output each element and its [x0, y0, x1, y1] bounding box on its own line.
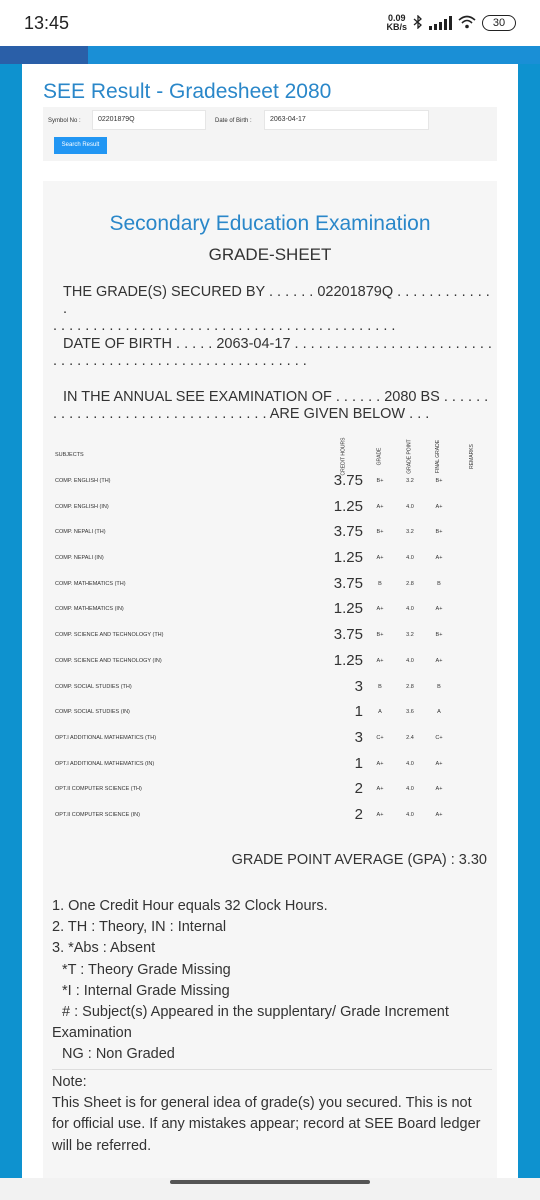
divider [52, 1069, 492, 1070]
table-row: COMP. MATHEMATICS (IN) 1.25 A+ 4.0 A+ [55, 600, 443, 618]
home-indicator[interactable] [170, 1180, 370, 1184]
col-remarks: REMARKS [468, 443, 475, 469]
table-row: COMP. ENGLISH (IN) 1.25 A+ 4.0 A+ [55, 497, 443, 515]
note-line: *I : Internal Grade Missing [62, 982, 230, 999]
table-row: OPT.II COMPUTER SCIENCE (TH) 2 A+ 4.0 A+ [55, 780, 443, 798]
browser-top-bar [0, 46, 540, 64]
grade-table-body [43, 469, 497, 829]
page-title: SEE Result - Gradesheet 2080 [43, 80, 332, 103]
status-time: 13:45 [24, 12, 70, 33]
symbol-label: Symbol No : [48, 118, 81, 124]
dob-line: DATE OF BIRTH . . . . . 2063-04-17 . . . . . . . . . . . . . . . . . . . . . . . . . . . . . . . . . . . . . . . . . . . . . . . . . . . . . . . . . [53, 336, 492, 369]
table-row: COMP. ENGLISH (TH) 3.75 B+ 3.2 B+ [55, 472, 443, 489]
search-form [43, 107, 497, 161]
table-row: OPT.I ADDITIONAL MATHEMATICS (IN) 1 A+ 4.0 A+ [55, 754, 443, 772]
note-line: # : Subject(s) Appeared in the supplentary/ Grade Increment [62, 1004, 449, 1021]
col-credit-hours: CREDIT HOURS [340, 437, 347, 475]
note-line: 2. TH : Theory, IN : Internal [52, 919, 227, 936]
table-row: COMP. MATHEMATICS (TH) 3.75 B 2.8 B [55, 574, 441, 592]
col-subjects: SUBJECTS [55, 452, 84, 458]
table-row: OPT.II COMPUTER SCIENCE (IN) 2 A+ 4.0 A+ [55, 805, 443, 823]
exam-line: IN THE ANNUAL SEE EXAMINATION OF . . . . . . 2080 BS . . . . . . . . . . . . . . . . . . . . . . . . . . . . . . . . . ARE GIVEN BELOW . . . [53, 389, 489, 422]
note-line: *T : Theory Grade Missing [62, 961, 231, 978]
note-text: This Sheet is for general idea of grade(s) you secured. This is not for official use. If any mistakes appear; record at SEE Board ledger will be referred. [52, 1095, 481, 1154]
table-row: COMP. NEPALI (IN) 1.25 A+ 4.0 A+ [55, 549, 443, 567]
status-bar [0, 0, 540, 46]
dob-input[interactable]: 2063-04-17 [264, 110, 429, 130]
table-row: COMP. SCIENCE AND TECHNOLOGY (TH) 3.75 B+ 3.2 B+ [55, 626, 443, 644]
frame-left [0, 64, 22, 1180]
note-line: 1. One Credit Hour equals 32 Clock Hours. [52, 898, 328, 914]
search-result-button[interactable]: Search Result [54, 137, 107, 154]
table-header [43, 439, 497, 473]
col-final-grade: FINAL GRADE [435, 439, 442, 473]
col-grade-point: GRADE POINT [406, 438, 413, 474]
signal-icon [429, 16, 452, 30]
secured-by-line: THE GRADE(S) SECURED BY . . . . . . 02201879Q . . . . . . . . . . . . . . . . . . . . . . . . . . . . . . . . . . . . . . . . . . . . . . . . . . . . . . . . [53, 284, 490, 334]
table-row: COMP. SOCIAL STUDIES (TH) 3 B 2.8 B [55, 677, 441, 695]
table-row: COMP. NEPALI (TH) 3.75 B+ 3.2 B+ [55, 523, 443, 541]
table-row: COMP. SOCIAL STUDIES (IN) 1 A 3.6 A [55, 703, 441, 721]
symbol-input[interactable]: 02201879Q [92, 110, 206, 130]
note-line: 3. *Abs : Absent [52, 940, 156, 957]
note-line: Examination [52, 1025, 132, 1042]
disclaimer-note [52, 1069, 492, 1157]
note-heading: Note: [52, 1074, 87, 1090]
table-row: COMP. SCIENCE AND TECHNOLOGY (IN) 1.25 A+ 4.0 A+ [55, 651, 443, 669]
frame-right [518, 64, 540, 1180]
dob-label: Date of Birth : [215, 118, 252, 124]
status-icons [386, 14, 516, 32]
wifi-icon [458, 15, 476, 32]
table-row: OPT.I ADDITIONAL MATHEMATICS (TH) 3 C+ 2.4 C+ [55, 728, 443, 746]
col-grade: GRADE [376, 447, 383, 465]
gpa-summary: GRADE POINT AVERAGE (GPA) : 3.30 [231, 852, 487, 868]
network-speed: 0.09 KB/s [386, 13, 407, 32]
exam-title: Secondary Education Examination [109, 212, 431, 235]
gradesheet-title: GRADE-SHEET [208, 245, 332, 264]
note-line: NG : Non Graded [62, 1046, 175, 1063]
battery-icon: 30 [482, 15, 516, 31]
grade-sheet [43, 181, 497, 1180]
bluetooth-icon [413, 15, 423, 32]
legend-notes [52, 896, 492, 1066]
page-content [22, 64, 518, 1180]
